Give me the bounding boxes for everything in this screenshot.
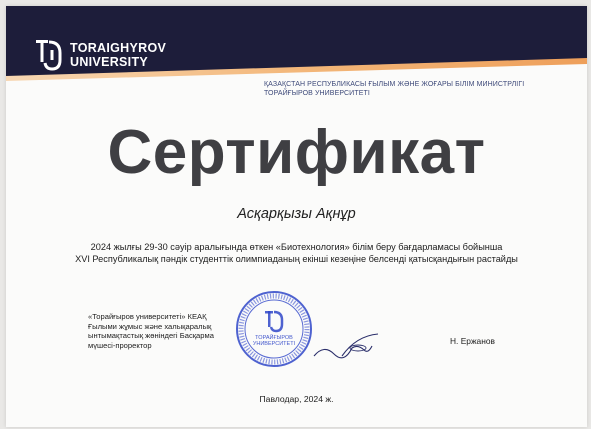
ministry-line-2: ТОРАЙҒЫРОВ УНИВЕРСИТЕТІ — [264, 90, 370, 97]
seal-text-line-2: УНИВЕРСИТЕТІ — [252, 341, 296, 347]
signer-line-1: «Торайғыров университеті» КЕАҚ — [88, 312, 207, 321]
university-seal-icon — [234, 289, 314, 369]
seal-text-line-1: ТОРАЙҒЫРОВ — [255, 335, 293, 341]
signer-line-3: ынтымақтастық жөніндегі Басқарма — [88, 331, 214, 341]
signer-name: Н. Ержанов — [450, 336, 495, 346]
signer-line-4: мүшесі-проректор — [88, 340, 152, 350]
body-line-1: 2024 жылғы 29-30 сәуір аралығында өткен «Биотехнология» білім беру бағдарламасы бойынша — [90, 242, 503, 252]
place-and-date: Павлодар, 2024 ж. — [259, 394, 334, 404]
signer-line-2: Ғылыми жұмыс және халықаралық — [88, 321, 212, 331]
logo-line-2: UNIVERSITY — [70, 55, 149, 69]
recipient-name: Асқарқызы Ақнұр — [237, 206, 356, 222]
tu-logo-icon — [34, 38, 64, 72]
ministry-heading — [264, 80, 564, 98]
certificate-sheet — [6, 6, 587, 427]
logo-line-1: TORAIGHYROV — [70, 41, 167, 55]
body-line-2: XVI Республикалық пәндік студенттік олимпиаданың екінші кезеңіне белсенді қатысқандығын растайды — [75, 254, 518, 264]
university-logo — [34, 38, 166, 72]
signer-title — [88, 312, 248, 350]
ministry-line-1: ҚАЗАҚСТАН РЕСПУБЛИКАСЫ ҒЫЛЫМ ЖӘНЕ ЖОҒАРЫ БІЛІМ МИНИСТРЛІГІ — [264, 81, 525, 88]
signature-mark — [312, 326, 382, 366]
certificate-title: Сертификат — [107, 118, 486, 187]
certificate-body — [6, 241, 587, 265]
